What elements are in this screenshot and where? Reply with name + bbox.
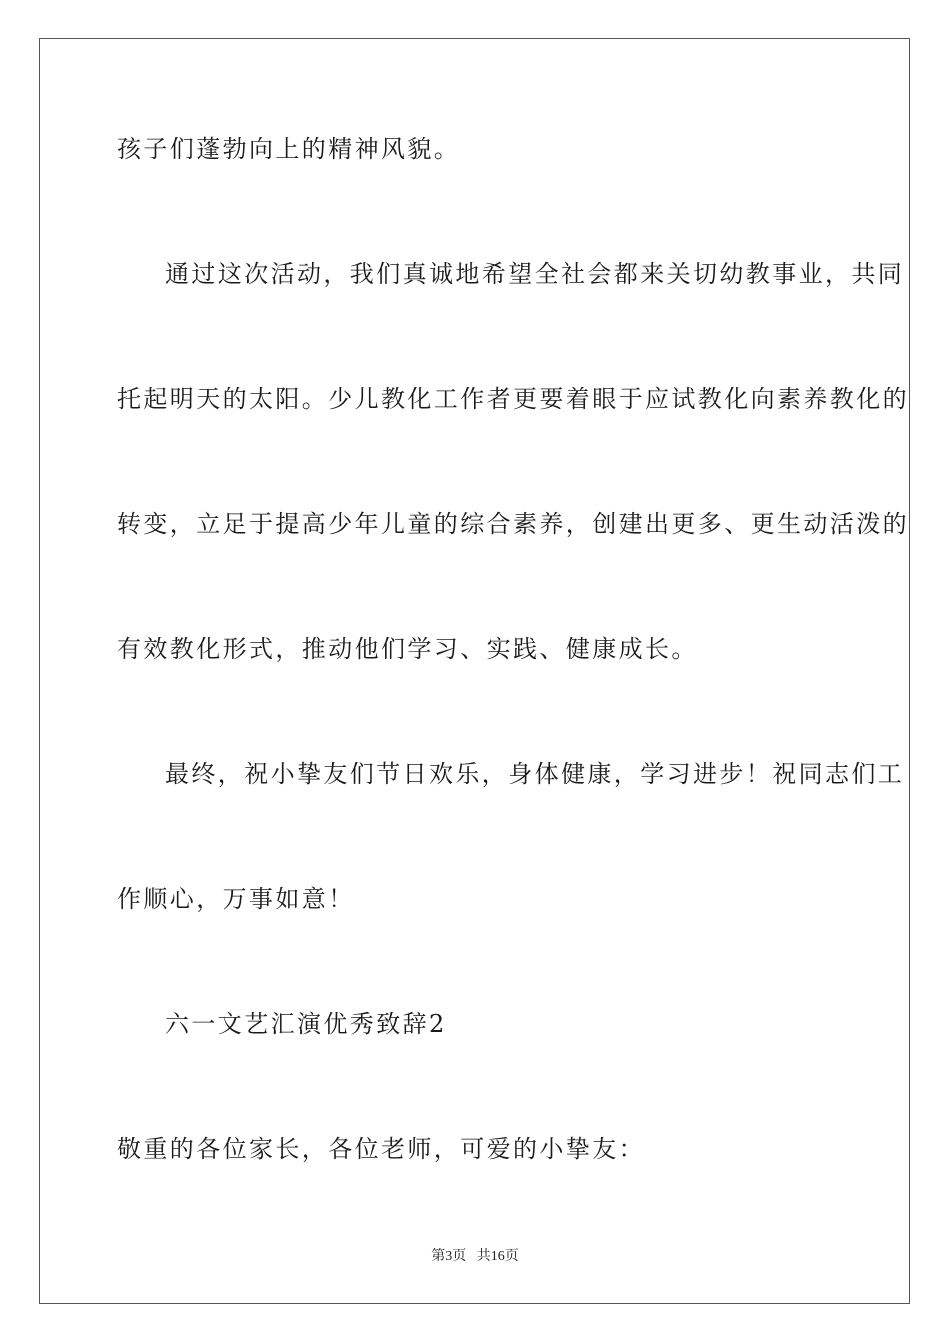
page-number: 第3页 [431,1249,467,1264]
paragraph-3-line-1: 最终，祝小挚友们节日欢乐，身体健康，学习进步！祝同志们工 [165,760,905,788]
page-footer [0,1247,950,1267]
total-pages: 共16页 [476,1249,519,1264]
paragraph-2-line-4: 有效教化形式，推动他们学习、实践、健康成长。 [117,635,698,663]
paragraph-2-line-1: 通过这次活动，我们真诚地希望全社会都来关切幼教事业，共同 [165,260,905,288]
page-border [39,38,910,1304]
paragraph-3-line-2: 作顺心，万事如意！ [117,885,355,913]
section-heading: 六一文艺汇演优秀致辞2 [165,1010,447,1038]
paragraph-2-line-2: 托起明天的太阳。少儿教化工作者更要着眼于应试教化向素养教化的 [117,385,909,413]
salutation: 敬重的各位家长，各位老师，可爱的小挚友： [117,1135,645,1163]
paragraph-2-line-3: 转变，立足于提高少年儿童的综合素养，创建出更多、更生动活泼的 [117,510,909,538]
paragraph-1-line-1: 孩子们蓬勃向上的精神风貌。 [117,135,461,163]
